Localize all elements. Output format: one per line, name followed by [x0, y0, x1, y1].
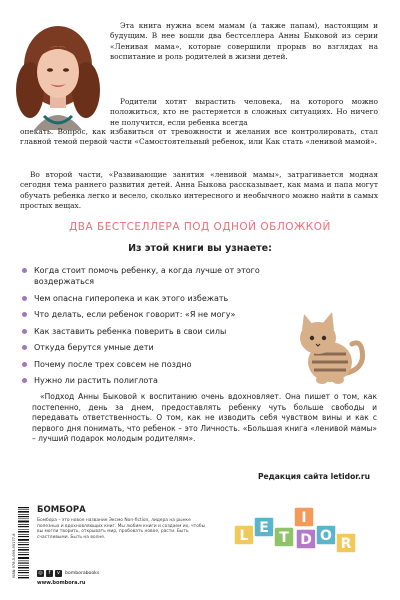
list-item: [22, 309, 322, 320]
list-item: [22, 265, 322, 287]
intro-paragraph-3: Во второй части, «Развивающие занятия «ленивой мамы», затрагивается модная сегодня тема раннего развития детей. Анна Быкова рассказывает, как мама и папа могут обучать ребенка легко и весело, сколько интересного и необычного можно найти в самых простых вещах.: [20, 170, 378, 210]
bullet-icon: [22, 296, 27, 301]
intro-paragraph-2-top: Родители хотят вырастить человека, на которого можно положиться, кто не растеряется в сложных ситуациях. Но ничего не получится, если ребенка всегда: [110, 97, 378, 127]
instagram-icon[interactable]: ◎: [38, 570, 43, 576]
letidor-letter: E: [259, 520, 269, 536]
bullet-icon: [22, 378, 27, 383]
list-item-text: Почему после трех совсем не поздно: [34, 359, 192, 369]
bullet-icon: [22, 362, 27, 367]
isbn-barcode: [12, 505, 30, 580]
letidor-logo: [226, 497, 364, 567]
letidor-letter: O: [320, 528, 332, 544]
list-item-text: Нужно ли растить полиглота: [34, 376, 158, 386]
intro-paragraph-1: Эта книга нужна всем мамам (а также папам), настоящим и будущим. В нее вошли два бестселлера Анны Быковой из серии «Ленивая мама», которые совершили прорыв во взглядах на воспитание и роль родителей в жизни детей.: [110, 21, 378, 61]
publisher-description: Бомбора – это новое название Эксмо Non-fiction, лидера на рынке полезных и вдохновляющих книг. Мы любим книги и создаем их, чтобы вы могли творить, открывать мир, пробовать новое, расти. Быть счастливыми. Быть на волне.: [37, 518, 206, 540]
list-item: [22, 326, 322, 337]
author-photo: [14, 20, 102, 130]
social-handle: bomborabooks: [65, 571, 100, 576]
bullet-icon: [22, 329, 27, 334]
publisher-website[interactable]: www.bombora.ru: [37, 580, 86, 586]
list-item: [22, 375, 322, 386]
letidor-letter: L: [239, 528, 249, 544]
intro-paragraph-2-bottom: опекать. Вопрос, как избавиться от тревожности и желания все контролировать, стал главной темой первой части «Самостоятельный ребенок, или Как стать «ленивой мамой».: [20, 127, 378, 147]
bullet-icon: [22, 268, 27, 273]
list-item-text: Откуда берутся умные дети: [34, 343, 154, 353]
cat-illustration: [290, 300, 370, 390]
publisher-name: БОМБОРА: [37, 505, 86, 515]
list-item: [22, 359, 322, 370]
review-quote: «Подход Анны Быковой к воспитанию очень вдохновляет. Она пишет о том, как постепенно, день за днем, предоставлять ребенку чуть больше свободы и передавать ответственность. О том, как не изводить себя чувством вины и как с первого дня понимать, что ребенок – это Личность. «Большая книга «ленивой мамы» – лучший подарок молодым родителям».: [32, 392, 377, 444]
list-item-text: Когда стоит помочь ребенку, а когда лучше от этого воздержаться: [34, 266, 260, 287]
list-item: [22, 342, 322, 353]
letidor-letter: R: [340, 536, 352, 552]
list-item: [22, 293, 322, 304]
learn-heading: Из этой книги вы узнаете:: [128, 243, 272, 254]
quote-attribution: Редакция сайта letidor.ru: [257, 472, 370, 481]
bestsellers-banner: ДВА БЕСТСЕЛЛЕРА ПОД ОДНОЙ ОБЛОЖКОЙ: [69, 221, 331, 233]
social-links: [37, 570, 99, 577]
list-item-text: Как заставить ребенка поверить в свои силы: [34, 326, 227, 336]
bullet-icon: [22, 312, 27, 317]
topics-list: [22, 265, 322, 392]
isbn-text: ISBN 978-5-699-95177-8: [12, 533, 16, 578]
list-item-text: Что делать, если ребенок говорит: «Я не могу»: [34, 310, 236, 320]
letidor-letter: D: [300, 532, 312, 548]
letidor-letter: T: [279, 530, 289, 546]
letidor-letter: I: [301, 510, 307, 526]
vk-icon[interactable]: v: [55, 570, 62, 577]
bullet-icon: [22, 345, 27, 350]
list-item-text: Чем опасна гиперопека и как этого избежать: [34, 293, 229, 303]
facebook-icon[interactable]: f: [46, 570, 53, 577]
